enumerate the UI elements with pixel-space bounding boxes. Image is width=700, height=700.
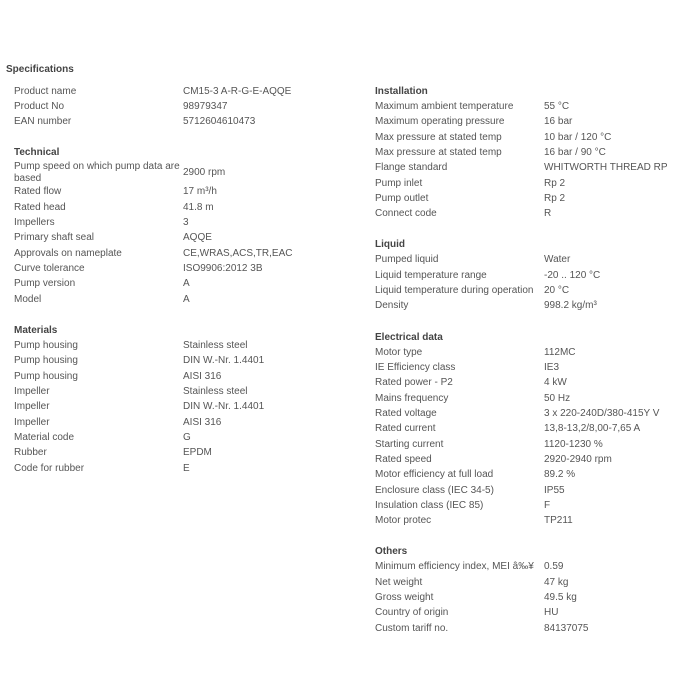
spec-label: Product No [14, 101, 65, 113]
spec-value: AISI 316 [183, 416, 222, 428]
spec-value: WHITWORTH THREAD RP [544, 162, 668, 174]
spec-value: 49.5 kg [544, 592, 577, 604]
spec-row [375, 99, 668, 114]
spec-value: 2920-2940 rpm [544, 453, 612, 465]
spec-value: AQQE [183, 232, 212, 244]
spec-label: EAN number [14, 116, 72, 128]
spec-label: Material code [14, 431, 75, 443]
spec-value: 50 Hz [544, 392, 571, 404]
spec-label: Approvals on nameplate [14, 247, 122, 259]
spec-label: Liquid temperature during operation [375, 285, 534, 297]
spec-row [375, 575, 668, 590]
spec-value: G [183, 431, 191, 443]
spec-label: Impeller [14, 401, 50, 413]
spec-row [375, 560, 668, 575]
spec-value: 89.2 % [544, 469, 576, 481]
spec-label: Rated power - P2 [375, 377, 453, 389]
section-installation [375, 84, 668, 222]
spec-label: Rated voltage [375, 407, 437, 419]
spec-row [375, 207, 668, 222]
spec-label: Insulation class (IEC 85) [375, 499, 484, 511]
spec-row [14, 215, 292, 230]
spec-value: Stainless steel [183, 385, 248, 397]
spec-value: DIN W.-Nr. 1.4401 [183, 401, 265, 413]
spec-row [375, 422, 668, 437]
spec-row [14, 231, 292, 246]
spec-value: R [544, 208, 552, 220]
spec-label: Rated flow [14, 186, 62, 198]
spec-row [14, 384, 292, 399]
spec-row [375, 161, 668, 176]
spec-row [14, 161, 292, 185]
spec-row [375, 299, 668, 314]
right-column [375, 84, 668, 636]
spec-label: Maximum ambient temperature [375, 101, 514, 113]
spec-row [375, 621, 668, 636]
spec-value: A [183, 278, 190, 290]
spec-label: Mains frequency [375, 392, 449, 404]
spec-row [375, 606, 668, 621]
spec-row [375, 345, 668, 360]
spec-row [14, 415, 292, 430]
spec-label: Impeller [14, 385, 50, 397]
spec-value: 16 bar / 90 °C [544, 147, 606, 159]
spec-row [14, 461, 292, 476]
spec-row [375, 468, 668, 483]
spec-label: Rated head [14, 201, 66, 213]
spec-label: Pumped liquid [375, 254, 439, 266]
spec-label: Enclosure class (IEC 34-5) [375, 484, 494, 496]
page-title: Specifications [6, 64, 74, 75]
spec-row [375, 115, 668, 130]
spec-row [14, 99, 292, 114]
spec-label: Impellers [14, 217, 55, 229]
section-electrical-data [375, 330, 668, 529]
spec-label: Primary shaft seal [14, 232, 95, 244]
spec-row [375, 376, 668, 391]
spec-label: Pump housing [14, 370, 78, 382]
section-gap [375, 529, 668, 544]
spec-value: 13,8-13,2/8,00-7,65 A [544, 423, 641, 435]
spec-value: Stainless steel [183, 339, 248, 351]
spec-value: 0.59 [544, 561, 564, 573]
spec-row [14, 446, 292, 461]
spec-value: TP211 [544, 515, 573, 527]
spec-label: Max pressure at stated temp [375, 147, 502, 159]
spec-row [14, 369, 292, 384]
spec-row [14, 430, 292, 445]
spec-value: 3 [183, 217, 189, 229]
spec-value: F [544, 499, 551, 511]
section-gap [14, 130, 292, 145]
section-others [375, 544, 668, 636]
spec-value: EPDM [183, 447, 212, 459]
spec-row [375, 406, 668, 421]
section-gap [14, 307, 292, 322]
spec-label: Pump housing [14, 339, 78, 351]
spec-value: 84137075 [544, 622, 589, 634]
spec-row [375, 360, 668, 375]
spec-value: DIN W.-Nr. 1.4401 [183, 355, 265, 367]
section-gap [375, 314, 668, 329]
spec-value: IE3 [544, 361, 560, 373]
spec-row [375, 498, 668, 513]
spec-label: Connect code [375, 208, 437, 220]
section-title: Others [375, 546, 408, 558]
spec-row [375, 452, 668, 467]
spec-row [14, 84, 292, 99]
spec-value: 17 m³/h [183, 186, 217, 198]
spec-label: Rubber [14, 447, 47, 459]
spec-value: A [183, 293, 190, 305]
spec-value: 1120-1230 % [544, 438, 603, 450]
spec-value: Rp 2 [544, 177, 566, 189]
spec-label: Pump inlet [375, 177, 423, 189]
spec-row [375, 483, 668, 498]
spec-value: E [183, 462, 190, 474]
spec-row [375, 145, 668, 160]
spec-label: Density [375, 300, 409, 312]
spec-row [375, 191, 668, 206]
spec-row [375, 514, 668, 529]
spec-row [375, 253, 668, 268]
spec-row [14, 261, 292, 276]
spec-value: CM15-3 A-R-G-E-AQQE [183, 85, 292, 97]
spec-label: Rated current [375, 423, 436, 435]
spec-row [14, 338, 292, 353]
spec-value: ISO9906:2012 3B [183, 263, 263, 275]
spec-row [375, 590, 668, 605]
section-materials [14, 323, 292, 476]
section-title: Materials [14, 324, 58, 336]
section-general [14, 84, 292, 130]
spec-row [14, 200, 292, 215]
spec-value: 3 x 220-240D/380-415Y V [544, 407, 660, 419]
spec-row [375, 268, 668, 283]
spec-row [375, 437, 668, 452]
spec-label: Net weight [375, 576, 423, 588]
spec-label: Minimum efficiency index, MEI â‰¥ [375, 561, 534, 573]
spec-row [14, 277, 292, 292]
spec-value: 2900 rpm [183, 166, 226, 178]
spec-label: Pump version [14, 278, 76, 290]
spec-label: Rated speed [375, 453, 432, 465]
spec-label: Max pressure at stated temp [375, 131, 502, 143]
spec-label: Motor protec [375, 515, 432, 527]
spec-label: Flange standard [375, 162, 448, 174]
spec-label: Motor type [375, 346, 423, 358]
spec-row [14, 400, 292, 415]
spec-label: Custom tariff no. [375, 622, 449, 634]
spec-row [14, 246, 292, 261]
section-technical [14, 145, 292, 307]
spec-label: Pump speed on which pump data are based [14, 160, 180, 184]
spec-label: Curve tolerance [14, 263, 85, 275]
spec-row [375, 283, 668, 298]
spec-value: 47 kg [544, 576, 569, 588]
spec-row [14, 185, 292, 200]
spec-value: 998.2 kg/m³ [544, 300, 597, 312]
spec-row [14, 292, 292, 307]
spec-value: 16 bar [544, 116, 573, 128]
spec-value: HU [544, 607, 559, 619]
spec-label: Country of origin [375, 607, 449, 619]
section-title: Technical [14, 147, 60, 159]
spec-value: CE,WRAS,ACS,TR,EAC [183, 247, 293, 259]
spec-row [375, 176, 668, 191]
spec-label: Motor efficiency at full load [375, 469, 494, 481]
spec-label: Impeller [14, 416, 50, 428]
spec-label: Model [14, 293, 42, 305]
spec-value: IP55 [544, 484, 565, 496]
spec-row [375, 130, 668, 145]
spec-row [375, 391, 668, 406]
spec-value: 98979347 [183, 101, 228, 113]
section-title: Liquid [375, 239, 405, 251]
spec-label: Starting current [375, 438, 444, 450]
spec-label: Product name [14, 85, 77, 97]
spec-label: Pump outlet [375, 193, 429, 205]
spec-value: 20 °C [544, 285, 570, 297]
spec-value: AISI 316 [183, 370, 222, 382]
section-liquid [375, 237, 668, 314]
spec-label: IE Efficiency class [375, 361, 456, 373]
spec-value: 41.8 m [183, 201, 214, 213]
section-gap [375, 222, 668, 237]
spec-value: 4 kW [544, 377, 567, 389]
spec-label: Gross weight [375, 592, 434, 604]
spec-value: 10 bar / 120 °C [544, 131, 612, 143]
spec-label: Liquid temperature range [375, 269, 487, 281]
spec-label: Code for rubber [14, 462, 85, 474]
spec-value: Rp 2 [544, 193, 566, 205]
spec-value: -20 .. 120 °C [544, 269, 601, 281]
spec-row [14, 354, 292, 369]
spec-row [14, 115, 292, 130]
section-title: Electrical data [375, 331, 443, 343]
spec-label: Maximum operating pressure [375, 116, 505, 128]
spec-value: 112MC [544, 346, 576, 358]
spec-value: Water [544, 254, 571, 266]
spec-value: 55 °C [544, 101, 570, 113]
spec-value: 5712604610473 [183, 116, 256, 128]
left-column [14, 84, 292, 476]
spec-label: Pump housing [14, 355, 78, 367]
section-title: Installation [375, 86, 428, 97]
